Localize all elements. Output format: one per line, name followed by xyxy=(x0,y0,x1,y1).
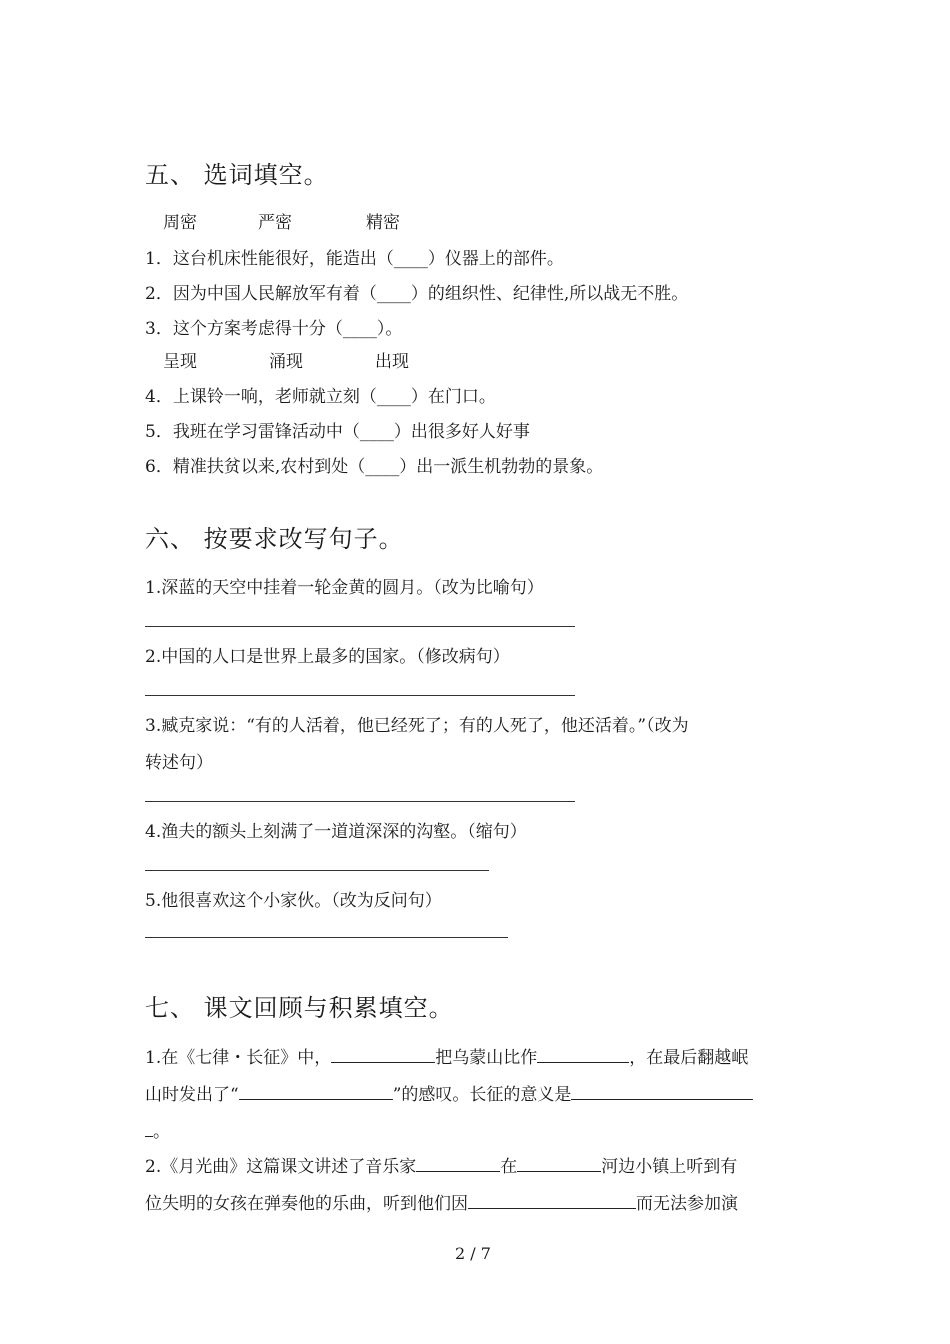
question-text: 把乌蒙山比作 xyxy=(435,1048,538,1068)
option-word: 呈现 xyxy=(163,352,197,372)
question-text: 在 xyxy=(500,1157,518,1177)
page-number: 2 / 7 xyxy=(455,1244,491,1263)
fill-blank[interactable] xyxy=(537,1046,629,1063)
question-5-1: 1．这台机床性能很好，能造出（____）仪器上的部件。 xyxy=(145,249,564,269)
section-5-title: 五、 选词填空。 xyxy=(145,161,329,189)
section-6-title: 六、 按要求改写句子。 xyxy=(145,525,404,553)
option-word: 涌现 xyxy=(269,352,303,372)
option-word: 严密 xyxy=(258,213,292,233)
question-7-1-line-1 xyxy=(145,1043,748,1068)
option-word: 周密 xyxy=(163,213,197,233)
question-text: 山时发出了“ xyxy=(145,1085,239,1105)
answer-line-6-4[interactable] xyxy=(145,870,489,871)
question-text: 2.《月光曲》这篇课文讲述了音乐家 xyxy=(145,1157,417,1177)
question-7-2-line-1 xyxy=(145,1152,737,1177)
word-options-group-2 xyxy=(163,347,409,372)
question-6-3-line-1: 3.臧克家说：“有的人活着，他已经死了；有的人死了，他还活着。”（改为 xyxy=(145,716,689,736)
fill-blank[interactable] xyxy=(416,1155,500,1172)
answer-line-6-5[interactable] xyxy=(145,937,508,938)
question-6-3-line-2: 转述句） xyxy=(145,753,213,773)
question-5-3: 3．这个方案考虑得十分（____）。 xyxy=(145,319,403,339)
fill-blank[interactable] xyxy=(331,1046,435,1063)
question-5-6: 6．精准扶贫以来,农村到处（____）出一派生机勃勃的景象。 xyxy=(145,457,604,477)
fill-blank[interactable] xyxy=(468,1192,636,1209)
question-text: 1.在《七律・长征》中， xyxy=(145,1048,332,1068)
question-5-2: 2．因为中国人民解放军有着（____）的组织性、纪律性,所以战无不胜。 xyxy=(145,284,689,304)
question-6-1: 1.深蓝的天空中挂着一轮金黄的圆月。（改为比喻句） xyxy=(145,578,544,598)
fill-blank[interactable] xyxy=(517,1155,601,1172)
question-text: 。 xyxy=(153,1122,170,1142)
question-text: 位失明的女孩在弹奏他的乐曲，听到他们因 xyxy=(145,1194,468,1214)
answer-line-6-1[interactable] xyxy=(145,626,575,627)
section-7-title: 七、 课文回顾与积累填空。 xyxy=(145,994,454,1022)
question-7-1-line-2 xyxy=(145,1080,753,1105)
question-6-5: 5.他很喜欢这个小家伙。（改为反问句） xyxy=(145,891,442,911)
option-word: 出现 xyxy=(375,352,409,372)
option-word: 精密 xyxy=(366,213,400,233)
question-text: ”的感叹。长征的意义是 xyxy=(392,1085,572,1105)
question-5-4: 4．上课铃一响，老师就立刻（____）在门口。 xyxy=(145,387,496,407)
fill-blank[interactable] xyxy=(239,1083,393,1100)
answer-line-6-2[interactable] xyxy=(145,695,575,696)
question-text: ，在最后翻越岷 xyxy=(629,1048,749,1068)
question-5-5: 5．我班在学习雷锋活动中（____）出很多好人好事 xyxy=(145,422,530,442)
question-6-4: 4.渔夫的额头上刻满了一道道深深的沟壑。（缩句） xyxy=(145,822,527,842)
question-7-1-line-3 xyxy=(145,1117,170,1142)
answer-line-6-3[interactable] xyxy=(145,801,575,802)
question-6-2: 2.中国的人口是世界上最多的国家。（修改病句） xyxy=(145,647,510,667)
question-text: 而无法参加演 xyxy=(636,1194,738,1214)
word-options-group-1 xyxy=(163,208,400,233)
question-text: 河边小镇上听到有 xyxy=(601,1157,738,1177)
question-7-2-line-2 xyxy=(145,1189,738,1214)
fill-blank[interactable] xyxy=(571,1083,753,1100)
fill-blank[interactable] xyxy=(145,1120,153,1137)
